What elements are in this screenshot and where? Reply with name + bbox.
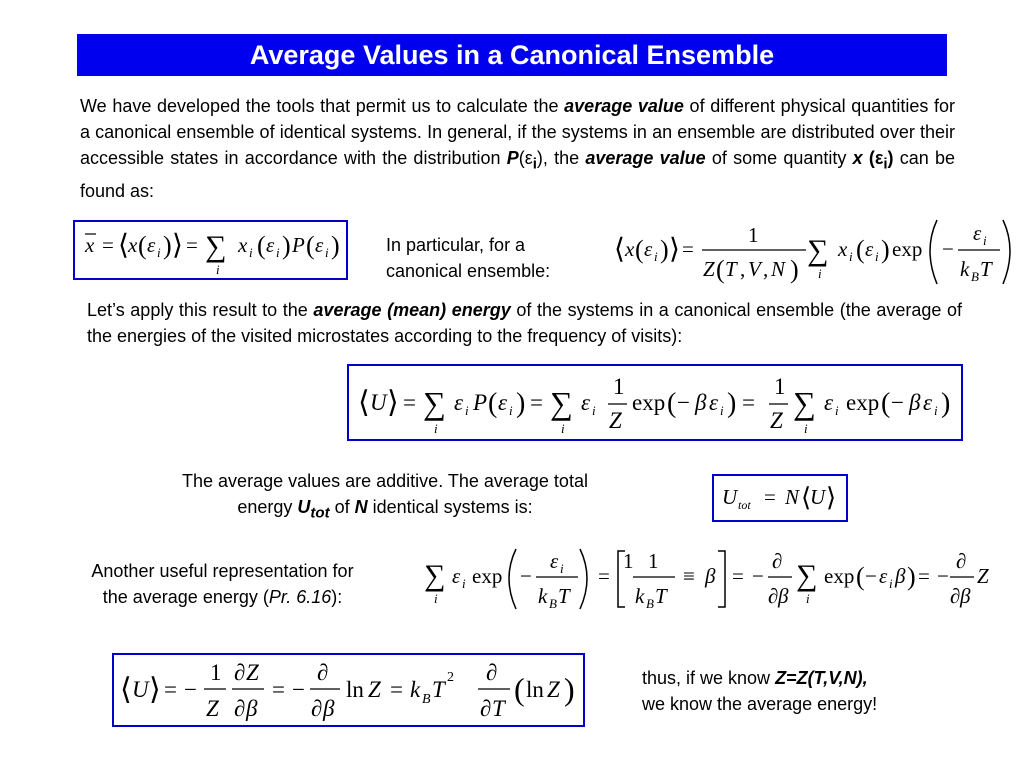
svg-text:Z: Z bbox=[246, 660, 259, 685]
intro-text-3: (ε bbox=[518, 148, 533, 168]
intro-text-4: ), the bbox=[536, 148, 586, 168]
svg-text:Z: Z bbox=[206, 696, 219, 721]
svg-text:i: i bbox=[216, 262, 220, 277]
additive-N: N bbox=[354, 497, 368, 517]
svg-text:i: i bbox=[654, 249, 658, 264]
intro-text-8: can be found as: bbox=[80, 148, 955, 201]
another-line-1: Another useful representation for bbox=[91, 561, 354, 581]
energy-text-1: Let’s apply this result to the bbox=[87, 300, 314, 320]
svg-text:x: x bbox=[838, 237, 848, 261]
svg-text:,: , bbox=[763, 257, 769, 281]
svg-text:x: x bbox=[128, 233, 138, 257]
svg-text:i: i bbox=[889, 576, 893, 591]
svg-text:i: i bbox=[592, 403, 596, 418]
x-bar: x bbox=[85, 233, 95, 257]
svg-text:β: β bbox=[778, 584, 789, 608]
intro-average-value-1: average value bbox=[564, 96, 684, 116]
svg-text:T: T bbox=[492, 696, 505, 721]
svg-text:ε: ε bbox=[879, 564, 888, 588]
svg-text:exp: exp bbox=[846, 390, 880, 415]
svg-text:ε: ε bbox=[581, 390, 591, 415]
svg-text:i: i bbox=[849, 249, 853, 264]
svg-text:(: ( bbox=[257, 231, 266, 260]
svg-text:1: 1 bbox=[748, 223, 759, 247]
svg-text:1: 1 bbox=[623, 549, 634, 573]
additive-U: U bbox=[297, 497, 311, 517]
formula-average-energy bbox=[350, 366, 960, 439]
svg-text:=: = bbox=[598, 564, 610, 588]
svg-text:): ) bbox=[282, 231, 291, 260]
svg-text:β: β bbox=[895, 564, 906, 588]
svg-text:−: − bbox=[937, 564, 949, 588]
svg-text:(: ( bbox=[306, 231, 315, 260]
svg-text:∂: ∂ bbox=[772, 549, 783, 573]
svg-text:−: − bbox=[292, 677, 305, 702]
svg-text:k: k bbox=[635, 584, 645, 608]
svg-text:T: T bbox=[655, 584, 667, 608]
svg-text:∂: ∂ bbox=[950, 584, 961, 608]
svg-text:i: i bbox=[560, 561, 564, 576]
svg-text:β: β bbox=[246, 696, 258, 721]
svg-text:): ) bbox=[331, 231, 340, 260]
svg-text:B: B bbox=[971, 269, 979, 284]
svg-text:k: k bbox=[538, 584, 548, 608]
svg-text:=: = bbox=[918, 564, 930, 588]
svg-text:U: U bbox=[810, 485, 826, 509]
intro-text-5: of some quantity bbox=[705, 148, 853, 168]
intro-text-1: We have developed the tools that permit us to calculate the bbox=[80, 96, 565, 116]
svg-text:U: U bbox=[722, 485, 738, 509]
svg-text:∑: ∑ bbox=[550, 385, 573, 421]
intro-i2: i bbox=[883, 155, 888, 173]
svg-text:N: N bbox=[771, 257, 786, 281]
intro-x: x bbox=[852, 148, 863, 168]
svg-text:∑: ∑ bbox=[423, 385, 446, 421]
svg-text:=: = bbox=[682, 237, 694, 261]
svg-text:⟨: ⟨ bbox=[120, 673, 132, 706]
svg-text:∂: ∂ bbox=[311, 696, 323, 721]
svg-text:i: i bbox=[434, 591, 438, 606]
svg-text:ε: ε bbox=[644, 237, 653, 261]
intro-text-7: ) bbox=[887, 148, 894, 168]
svg-text:): ) bbox=[163, 231, 172, 260]
svg-text:≡: ≡ bbox=[683, 564, 695, 588]
svg-text:B: B bbox=[646, 596, 654, 611]
svg-text:(: ( bbox=[138, 231, 147, 260]
formula-average-x bbox=[76, 222, 346, 278]
svg-text:(: ( bbox=[514, 671, 525, 707]
svg-text:Z: Z bbox=[368, 677, 381, 702]
svg-text:=: = bbox=[102, 233, 114, 257]
energy-average-mean-energy: average (mean) energy bbox=[313, 300, 511, 320]
svg-text:β: β bbox=[960, 584, 971, 608]
conclusion-line-1: thus, if we know Z=Z(T,V,N), bbox=[642, 668, 868, 688]
svg-text:β: β bbox=[705, 564, 716, 588]
svg-text:ε: ε bbox=[498, 390, 508, 415]
svg-text:x: x bbox=[625, 237, 635, 261]
svg-text:(: ( bbox=[716, 255, 725, 284]
svg-text:(: ( bbox=[856, 562, 865, 591]
intro-text-2: of different physical quantities for a canonical ensemble of identical systems. In general, if the systems in an ensemble are distributed over their accessible states in accordance with the distribution bbox=[80, 96, 955, 168]
svg-text:(: ( bbox=[488, 388, 498, 419]
svg-text:i: i bbox=[434, 421, 438, 436]
intro-P: P bbox=[506, 148, 519, 168]
svg-text:∂: ∂ bbox=[956, 549, 967, 573]
svg-text:B: B bbox=[549, 596, 557, 611]
svg-text:∂: ∂ bbox=[768, 584, 779, 608]
conclusion-line-2: we know the average energy! bbox=[642, 694, 878, 714]
svg-text:β: β bbox=[909, 390, 921, 415]
svg-text:⟨: ⟨ bbox=[358, 386, 370, 419]
svg-text:ε: ε bbox=[550, 549, 559, 573]
slide-title: Average Values in a Canonical Ensemble bbox=[77, 34, 947, 76]
svg-text:i: i bbox=[325, 245, 329, 260]
svg-text:=: = bbox=[186, 233, 198, 257]
svg-text:(: ( bbox=[881, 388, 891, 419]
svg-text:): ) bbox=[727, 388, 737, 419]
conclusion-Z-definition: Z=Z(T,V,N), bbox=[775, 668, 868, 688]
svg-text:⟨: ⟨ bbox=[614, 234, 625, 265]
svg-text:exp: exp bbox=[824, 564, 855, 588]
svg-text:−: − bbox=[520, 564, 532, 588]
svg-text:∂: ∂ bbox=[234, 696, 246, 721]
svg-text:ε: ε bbox=[824, 390, 834, 415]
svg-text:i: i bbox=[720, 403, 724, 418]
svg-text:∑: ∑ bbox=[796, 559, 818, 592]
svg-text:⟩: ⟩ bbox=[387, 386, 399, 419]
svg-text:V: V bbox=[748, 257, 761, 281]
svg-text:Z: Z bbox=[547, 677, 560, 702]
svg-text:N: N bbox=[785, 485, 800, 509]
svg-text:i: i bbox=[804, 421, 808, 436]
svg-text:⟩: ⟩ bbox=[149, 673, 161, 706]
svg-text:2: 2 bbox=[447, 670, 454, 685]
svg-text:(: ( bbox=[635, 235, 644, 264]
intro-text-6: (ε bbox=[862, 148, 884, 168]
additive-line-1: The average values are additive. The average total bbox=[182, 471, 588, 491]
svg-text:ε: ε bbox=[266, 233, 275, 257]
svg-text:ε: ε bbox=[452, 564, 461, 588]
formula-derivation-Z bbox=[975, 543, 999, 613]
svg-text:,: , bbox=[740, 257, 746, 281]
svg-text:⟨: ⟨ bbox=[118, 230, 129, 261]
svg-text:i: i bbox=[806, 591, 810, 606]
svg-text:i: i bbox=[276, 245, 280, 260]
svg-text:i: i bbox=[875, 249, 879, 264]
svg-text:∑: ∑ bbox=[807, 234, 829, 267]
svg-text:=: = bbox=[272, 677, 285, 702]
formula-derivation bbox=[420, 543, 975, 613]
svg-text:i: i bbox=[249, 245, 253, 260]
svg-text:ε: ε bbox=[315, 233, 324, 257]
svg-text:T: T bbox=[980, 257, 992, 281]
svg-text:(: ( bbox=[856, 235, 865, 264]
svg-text:Z: Z bbox=[703, 257, 715, 281]
svg-text:i: i bbox=[835, 403, 839, 418]
svg-text:k: k bbox=[410, 677, 421, 702]
svg-text:x: x bbox=[238, 233, 248, 257]
svg-text:ε: ε bbox=[454, 390, 464, 415]
svg-text:): ) bbox=[941, 388, 951, 419]
svg-text:U: U bbox=[132, 677, 149, 702]
conclusion-text bbox=[642, 665, 877, 717]
svg-text:−: − bbox=[184, 677, 197, 702]
svg-text:P: P bbox=[292, 233, 305, 257]
svg-text:): ) bbox=[660, 235, 669, 264]
particular-line-1: In particular, for a bbox=[386, 235, 526, 255]
svg-text:⟩: ⟩ bbox=[172, 230, 183, 261]
svg-text:1: 1 bbox=[774, 374, 786, 399]
svg-text:i: i bbox=[561, 421, 565, 436]
svg-text:∂: ∂ bbox=[486, 660, 498, 685]
svg-text:=: = bbox=[732, 564, 744, 588]
svg-text:∑: ∑ bbox=[424, 559, 446, 592]
svg-text:∂: ∂ bbox=[234, 660, 246, 685]
svg-text:B: B bbox=[422, 692, 431, 707]
intro-i: i bbox=[532, 155, 537, 173]
svg-text:i: i bbox=[462, 576, 466, 591]
svg-text:=: = bbox=[164, 677, 177, 702]
intro-average-value-2: average value bbox=[585, 148, 706, 168]
svg-text:ε: ε bbox=[147, 233, 156, 257]
svg-text:⟨: ⟨ bbox=[801, 483, 812, 512]
energy-paragraph bbox=[87, 297, 962, 349]
additive-text bbox=[110, 468, 660, 527]
svg-text:ln: ln bbox=[346, 677, 364, 702]
svg-text:i: i bbox=[983, 233, 987, 248]
svg-text:ε: ε bbox=[865, 237, 874, 261]
svg-text:Z: Z bbox=[977, 564, 989, 588]
svg-text:=: = bbox=[403, 390, 416, 415]
svg-text:i: i bbox=[465, 403, 469, 418]
svg-text:−: − bbox=[677, 390, 690, 415]
svg-text:−: − bbox=[942, 237, 954, 261]
svg-text:(: ( bbox=[667, 388, 677, 419]
svg-text:): ) bbox=[790, 255, 799, 284]
svg-text:∑: ∑ bbox=[793, 385, 816, 421]
svg-text:i: i bbox=[818, 266, 822, 281]
problem-reference: Pr. 6.16 bbox=[268, 587, 332, 607]
svg-text:): ) bbox=[564, 671, 575, 707]
svg-text:T: T bbox=[432, 677, 445, 702]
particular-text bbox=[386, 232, 550, 284]
svg-text:⟩: ⟩ bbox=[669, 234, 680, 265]
svg-text:): ) bbox=[881, 235, 890, 264]
svg-text:∂: ∂ bbox=[480, 696, 492, 721]
svg-text:i: i bbox=[509, 403, 513, 418]
formula-total-energy bbox=[714, 476, 846, 520]
svg-text:ε: ε bbox=[923, 390, 933, 415]
svg-text:ε: ε bbox=[709, 390, 719, 415]
svg-text:−: − bbox=[865, 564, 877, 588]
svg-text:exp: exp bbox=[892, 237, 923, 261]
svg-text:=: = bbox=[530, 390, 543, 415]
svg-text:P: P bbox=[473, 390, 488, 415]
svg-text:∂: ∂ bbox=[317, 660, 329, 685]
formula-energy-from-Z bbox=[114, 655, 583, 725]
energy-text-2: of the systems in a canonical ensemble (the average of the energies of the visited microstates according to the frequency of visits): bbox=[87, 300, 963, 346]
svg-text:∑: ∑ bbox=[205, 230, 227, 263]
svg-text:=: = bbox=[390, 677, 403, 702]
another-representation-text bbox=[45, 558, 400, 610]
another-line-2: the average energy (Pr. 6.16): bbox=[102, 587, 343, 607]
svg-text:1: 1 bbox=[210, 660, 222, 685]
svg-text:exp: exp bbox=[472, 564, 503, 588]
formula-canonical-average-x bbox=[610, 214, 1015, 290]
svg-text:1: 1 bbox=[613, 374, 625, 399]
svg-text:=: = bbox=[764, 485, 776, 509]
svg-text:ε: ε bbox=[973, 221, 982, 245]
svg-text:tot: tot bbox=[738, 498, 751, 512]
svg-text:U: U bbox=[370, 390, 387, 415]
particular-line-2: canonical ensemble: bbox=[386, 261, 551, 281]
svg-text:⟩: ⟩ bbox=[826, 483, 837, 512]
svg-text:β: β bbox=[695, 390, 707, 415]
svg-text:=: = bbox=[742, 390, 755, 415]
additive-tot: tot bbox=[310, 504, 330, 522]
svg-text:i: i bbox=[157, 245, 161, 260]
svg-text:1: 1 bbox=[648, 549, 659, 573]
svg-text:k: k bbox=[960, 257, 970, 281]
svg-text:exp: exp bbox=[632, 390, 666, 415]
intro-paragraph bbox=[80, 93, 955, 204]
svg-text:β: β bbox=[323, 696, 335, 721]
additive-line-2: energy $U_{tot}$ of N identical systems is: bbox=[237, 497, 533, 522]
svg-text:T: T bbox=[558, 584, 570, 608]
svg-text:Z: Z bbox=[770, 408, 783, 433]
svg-text:): ) bbox=[516, 388, 526, 419]
svg-text:T: T bbox=[725, 257, 737, 281]
svg-text:Z: Z bbox=[609, 408, 622, 433]
svg-text:i: i bbox=[934, 403, 938, 418]
svg-text:−: − bbox=[752, 564, 764, 588]
svg-text:): ) bbox=[907, 562, 916, 591]
svg-text:ln: ln bbox=[526, 677, 544, 702]
svg-text:−: − bbox=[891, 390, 904, 415]
